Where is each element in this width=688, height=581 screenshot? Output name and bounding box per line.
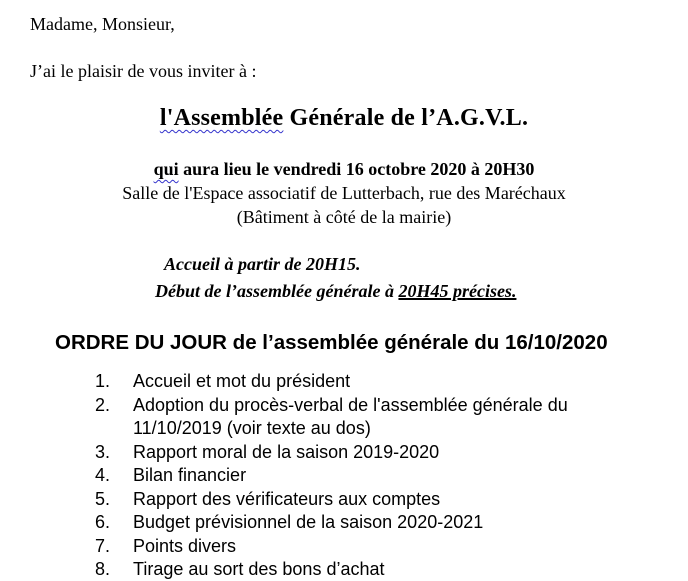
agenda-item-text: Adoption du procès-verbal de l'assemblée générale du 11/10/2019 (voir texte au dos) xyxy=(133,394,568,438)
agenda-heading: ORDRE DU JOUR de l’assemblée générale du 16/10/2020 xyxy=(55,331,608,354)
document-title xyxy=(0,104,688,132)
agenda-item-number: 6. xyxy=(94,512,110,532)
agenda-item-number: 7. xyxy=(94,535,110,556)
agenda-item-text: Points divers xyxy=(133,535,237,556)
start-time-underlined: 20H45 précises. xyxy=(398,281,517,301)
agenda-item-7 xyxy=(0,535,688,559)
agenda-item-2 xyxy=(0,394,688,441)
agenda-item-text: Budget prévisionnel de la saison 2020-2021 xyxy=(133,512,484,532)
agenda-item-3 xyxy=(0,441,688,465)
agenda-item-text: Accueil et mot du président xyxy=(133,371,351,391)
agenda-list xyxy=(0,370,688,581)
agenda-item-text: Rapport des vérificateurs aux comptes xyxy=(133,488,441,509)
agenda-item-number: 5. xyxy=(94,488,110,509)
schedule-block xyxy=(155,253,688,303)
agenda-item-number: 2. xyxy=(94,394,110,415)
intro-line: J’ai le plaisir de vous inviter à : xyxy=(30,61,257,81)
start-time-prefix: Début de l’assemblée générale à xyxy=(155,281,399,301)
start-time-line xyxy=(155,280,688,303)
event-date-line xyxy=(0,159,688,180)
agenda-item-text: Tirage au sort des bons d’achat xyxy=(133,559,385,579)
salutation: Madame, Monsieur, xyxy=(30,14,175,34)
venue-line-2: (Bâtiment à côté de la mairie) xyxy=(236,207,452,227)
agenda-item-8 xyxy=(0,558,688,581)
venue-line-1: Salle de l'Espace associatif de Lutterbach, rue des Maréchaux xyxy=(122,183,566,203)
agenda-item-number: 1. xyxy=(94,371,110,391)
agenda-item-number: 3. xyxy=(94,441,110,462)
agenda-item-6 xyxy=(0,511,688,535)
agenda-item-5 xyxy=(0,488,688,512)
agenda-item-4 xyxy=(0,464,688,488)
agenda-item-number: 8. xyxy=(94,559,110,579)
agenda-item-number: 4. xyxy=(94,465,110,485)
agenda-item-1 xyxy=(0,370,688,394)
agenda-item-text: Rapport moral de la saison 2019-2020 xyxy=(133,441,440,462)
title-rest: Générale de l’A.G.V.L. xyxy=(283,105,529,131)
date-rest: aura lieu le vendredi 16 octobre 2020 à 20H30 xyxy=(178,159,535,179)
date-spellcheck-flagged-word: qui xyxy=(153,159,179,179)
title-spellcheck-flagged-word: l'Assemblée xyxy=(159,105,284,131)
welcome-time-line: Accueil à partir de 20H15. xyxy=(164,254,361,274)
agenda-item-text: Bilan financier xyxy=(133,465,247,485)
